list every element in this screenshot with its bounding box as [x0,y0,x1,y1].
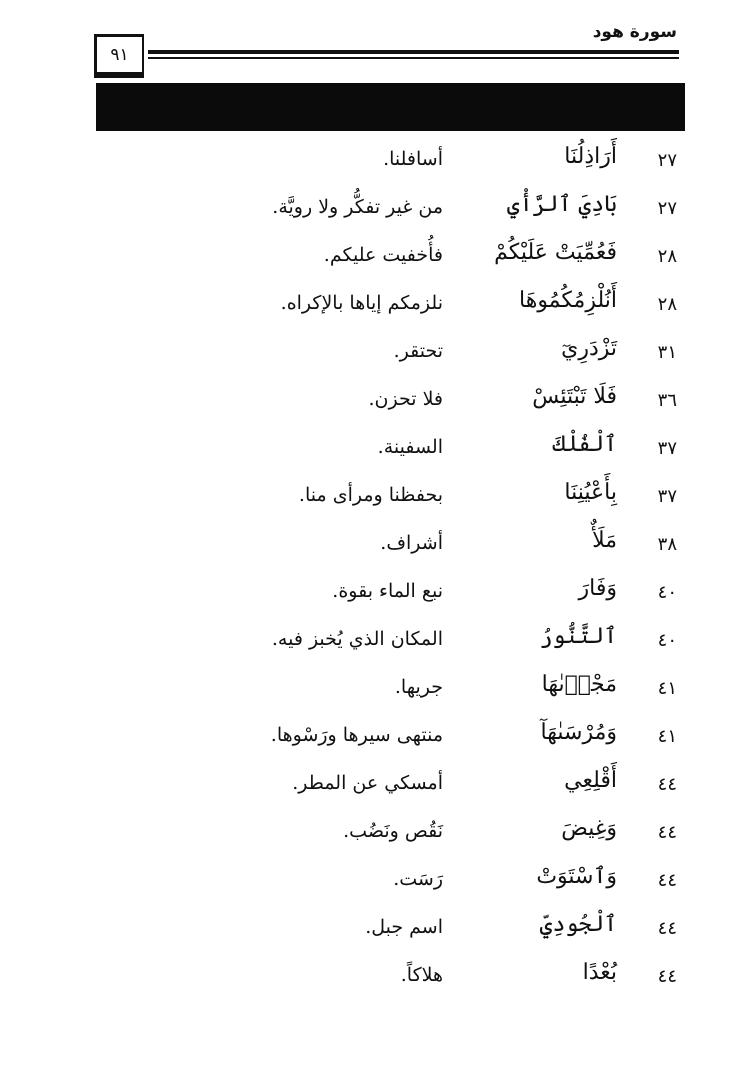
quran-word: تَزْدَرِيٓ [561,336,617,361]
word-meaning: اسم جبل. [365,916,443,938]
quran-word: بِأَعْيُنِنَا [564,480,617,505]
quran-word: فَلَا تَبْتَئِسْ [532,384,617,409]
glossary-row [0,956,755,1004]
word-meaning: فأُخفيت عليكم. [323,244,443,266]
glossary-row [0,812,755,860]
quran-word: أَنُلْزِمُكُمُوهَا [519,288,617,313]
word-meaning: أمسكي عن المطر. [292,772,443,794]
word-meaning: منتهى سيرها ورَسْوها. [270,724,443,746]
verse-number: ٤١ [657,678,677,699]
verse-number: ٢٧ [657,150,677,171]
verse-number: ٤٤ [657,966,677,987]
word-meaning: نلزمكم إياها بالإكراه. [280,292,443,314]
glossary-row [0,908,755,956]
page-number: ٩١ [110,44,129,65]
verse-number: ٤٤ [657,822,677,843]
word-meaning: السفينة. [377,436,443,458]
quran-word: وَفَارَ [578,576,617,601]
word-meaning: جريها. [394,676,443,698]
verse-number: ٢٧ [657,198,677,219]
verse-number: ٤٠ [657,582,677,603]
glossary-row [0,668,755,716]
quran-word: وَغِيضَ [561,816,617,841]
word-meaning: نَقُص ونَضُب. [343,820,443,842]
verse-number: ٢٨ [657,294,677,315]
verse-number: ٤٤ [657,870,677,891]
word-meaning: هلاكاً. [400,964,443,986]
verse-number: ٣٧ [657,486,677,507]
glossary-row [0,284,755,332]
word-meaning: رَسَت. [393,868,443,890]
quran-word: ٱلتَّنُّورُ [539,624,617,649]
quran-word: بَادِيَ ٱلرَّأْيِ [506,192,617,217]
glossary-row [0,188,755,236]
glossary-row [0,380,755,428]
quran-word: أَقْلِعِي [564,768,617,793]
surah-title: سورة هود [592,22,677,42]
glossary-row [0,236,755,284]
quran-word: وَٱسْتَوَتْ [536,864,617,889]
word-meaning: تحتقر. [393,340,443,362]
glossary-row [0,716,755,764]
quran-word: مَلَأٌ [592,528,617,553]
verse-number: ٤٤ [657,918,677,939]
verse-number: ٣١ [657,342,677,363]
quran-word: وَمُرْسَىٰهَآ [540,720,617,745]
verse-number: ٤١ [657,726,677,747]
glossary-row [0,524,755,572]
quran-word: فَعُمِّيَتْ عَلَيْكُمْ [494,240,617,265]
quran-word: بُعْدًا [582,960,617,985]
word-meaning: فلا تحزن. [368,388,443,410]
verse-number: ٣٦ [657,390,677,411]
verse-number: ٣٧ [657,438,677,459]
glossary-row [0,620,755,668]
word-meaning: أشراف. [380,532,443,554]
glossary-row [0,476,755,524]
glossary-row [0,428,755,476]
quran-word: مَجْرٜىٰهَا [541,672,617,697]
glossary-row [0,572,755,620]
quran-word: ٱلْجُودِيِّ [539,912,617,937]
word-meaning: نبع الماء بقوة. [332,580,443,602]
verse-number: ٤٠ [657,630,677,651]
word-meaning: المكان الذي يُخبز فيه. [271,628,443,650]
verse-number: ٤٤ [657,774,677,795]
glossary-row [0,764,755,812]
verse-number: ٣٨ [657,534,677,555]
word-meaning: من غير تفكُّر ولا رويَّة. [272,196,443,218]
word-meaning: أسافلنا. [383,148,443,170]
glossary-row [0,332,755,380]
quran-word: أَرَاذِلُنَا [564,144,617,169]
word-meaning: بحفظنا ومرأى منا. [298,484,443,506]
verse-number: ٢٨ [657,246,677,267]
glossary-row [0,140,755,188]
quran-word: ٱلْفُلْكَ [552,432,617,457]
glossary-row [0,860,755,908]
